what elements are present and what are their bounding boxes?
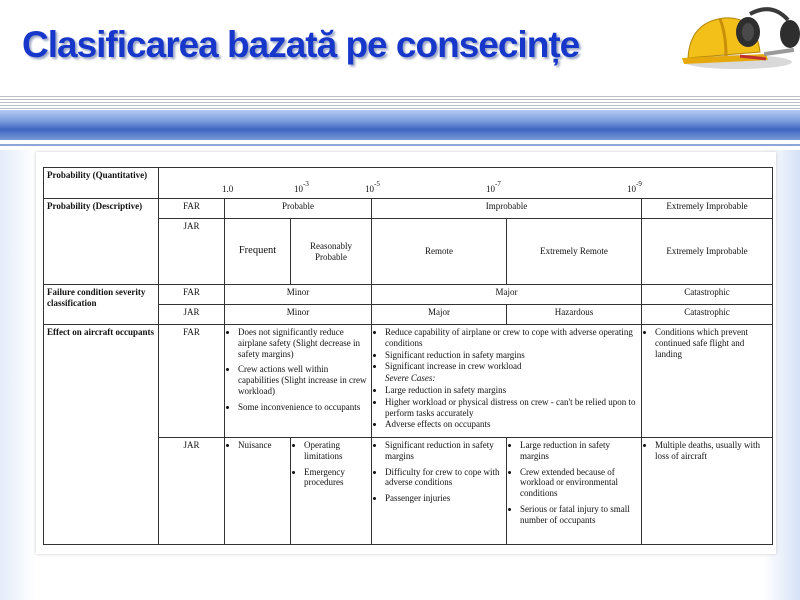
list-item: • Significant reduction in safety margins [385, 440, 503, 462]
desc-jar-reasonably-probable: Reasonably Probable [291, 219, 372, 285]
list-item: • Large reduction in safety margins [520, 440, 638, 462]
desc-jar-extremely-improbable: Extremely Improbable [642, 219, 773, 285]
list-item: • Difficulty for crew to cope with adverse conditions [385, 467, 503, 489]
far-label: FAR [159, 285, 225, 305]
classification-table [43, 167, 773, 545]
desc-far-probable: Probable [225, 199, 372, 219]
list-item: • Nuisance [238, 440, 287, 451]
sev-far-catastrophic: Catastrophic [642, 285, 773, 305]
effect-jar-minor-a [225, 438, 291, 545]
effect-jar-hazardous [507, 438, 642, 545]
list-item: • Passenger injuries [385, 493, 503, 504]
row-effect-far [44, 325, 773, 438]
tick-1e-5: $10^{-5}$ [365, 180, 380, 195]
quant-scale [159, 168, 773, 199]
row-prob-desc-far [44, 199, 773, 219]
label-prob-quant: Probability (Quantitative) [44, 168, 159, 199]
tick-1e-3: $10^{-3}$ [294, 180, 309, 195]
far-label: FAR [159, 199, 225, 219]
list-item: • Some inconvenience to occupants [238, 402, 368, 413]
severe-cases-heading: Severe Cases: [385, 373, 436, 384]
banner-rule [0, 144, 800, 146]
list-item: • Conditions which prevent continued safe flight and landing [655, 327, 769, 359]
desc-jar-remote: Remote [372, 219, 507, 285]
label-effect: Effect on aircraft occupants [44, 325, 159, 545]
label-severity: Failure condition severity classification [44, 285, 159, 325]
jar-label: JAR [159, 219, 225, 285]
left-side-glow [0, 150, 36, 600]
list-item: • Reduce capability of airplane or crew to cope with adverse operating conditions [385, 327, 638, 349]
list-item: • Adverse effects on occupants [385, 419, 638, 430]
list-item: • Higher workload or physical distress on crew - can't be relied upon to perform tasks accurately [385, 397, 638, 419]
effect-far-catastrophic [642, 325, 773, 438]
list-item: • Crew actions well within capabilities (Slight increase in crew workload) [238, 364, 368, 396]
effect-far-minor [225, 325, 372, 438]
desc-jar-frequent: Frequent [225, 219, 291, 285]
sev-jar-hazardous: Hazardous [507, 305, 642, 325]
jar-label: JAR [159, 305, 225, 325]
list-item: • Crew extended because of workload or environmental conditions [520, 467, 638, 499]
slide-title: Clasificarea bazată pe consecințe [22, 24, 580, 65]
list-item: • Significant increase in crew workload [385, 361, 638, 372]
desc-jar-extremely-remote: Extremely Remote [507, 219, 642, 285]
list-item: • Significant reduction in safety margins [385, 350, 638, 361]
list-item: • Emergency procedures [304, 467, 368, 489]
list-item: • Serious or fatal injury to small number of occupants [520, 504, 638, 526]
label-prob-desc: Probability (Descriptive) [44, 199, 159, 285]
list-item: • Multiple deaths, usually with loss of aircraft [655, 440, 769, 462]
row-prob-quant [44, 168, 773, 199]
effect-jar-catastrophic [642, 438, 773, 545]
desc-far-improbable: Improbable [372, 199, 642, 219]
sev-far-major: Major [372, 285, 642, 305]
effect-far-major [372, 325, 642, 438]
header-banner [0, 110, 800, 140]
jar-label: JAR [159, 438, 225, 545]
sev-far-minor: Minor [225, 285, 372, 305]
header-stripes [0, 96, 800, 110]
effect-jar-major [372, 438, 507, 545]
list-item: • Operating limitations [304, 440, 368, 462]
list-item: • Large reduction in safety margins [385, 385, 638, 396]
list-item: • Does not significantly reduce airplane safety (Slight decrease in safety margins) [238, 327, 368, 359]
sev-jar-minor: Minor [225, 305, 372, 325]
far-label: FAR [159, 325, 225, 438]
sev-jar-catastrophic: Catastrophic [642, 305, 773, 325]
hard-hat-and-earmuffs-illustration [680, 0, 800, 72]
tick-1e-9: $10^{-9}$ [627, 180, 642, 195]
row-severity-far [44, 285, 773, 305]
desc-far-extremely-improbable: Extremely Improbable [642, 199, 773, 219]
sev-jar-major: Major [372, 305, 507, 325]
tick-1: 1.0 [222, 184, 234, 195]
effect-jar-minor-b [291, 438, 372, 545]
tick-1e-7: $10^{-7}$ [486, 180, 501, 195]
